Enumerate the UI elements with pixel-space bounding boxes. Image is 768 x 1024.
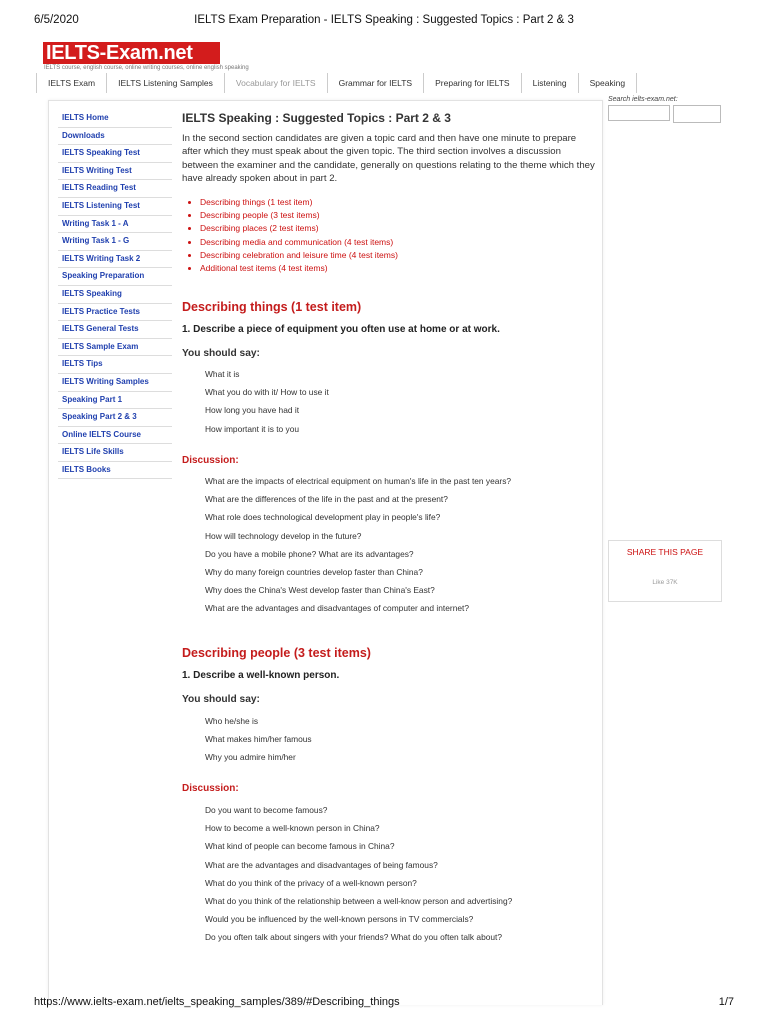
list-item: Why does the China's West develop faster than China's East?: [205, 585, 435, 596]
section-heading-things: Describing things (1 test item): [182, 300, 362, 314]
questions-list-things: [205, 475, 511, 621]
list-item: Why do many foreign countries develop faster than China?: [205, 566, 423, 577]
list-item: What role does technological development play in people's life?: [205, 512, 441, 523]
nav-listening[interactable]: Listening: [522, 73, 579, 93]
toc-link-media[interactable]: Describing media and communication (4 test items): [200, 236, 394, 247]
sidebar-item-writing-task-2[interactable]: IELTS Writing Task 2: [58, 251, 172, 269]
list-item: What you do with it/ How to use it: [205, 387, 329, 398]
nav-speaking[interactable]: Speaking: [579, 73, 637, 93]
print-doc-title: IELTS Exam Preparation - IELTS Speaking : Suggested Topics : Part 2 & 3: [194, 14, 574, 26]
sidebar-item-ielts-books[interactable]: IELTS Books: [58, 462, 172, 480]
sidebar-item-downloads[interactable]: Downloads: [58, 128, 172, 146]
sidebar-item-general-tests[interactable]: IELTS General Tests: [58, 321, 172, 339]
like-button[interactable]: Like 37K: [652, 579, 678, 586]
sidebar-item-writing-samples[interactable]: IELTS Writing Samples: [58, 374, 172, 392]
topic-toc: [182, 196, 596, 276]
list-item: What are the impacts of electrical equipment on human's life in the past ten years?: [205, 476, 512, 486]
top-navigation: [36, 73, 637, 93]
sidebar-item-practice-tests[interactable]: IELTS Practice Tests: [58, 304, 172, 322]
site-logo[interactable]: IELTS-Exam.net: [43, 42, 220, 64]
sidebar-item-speaking-part-1[interactable]: Speaking Part 1: [58, 392, 172, 410]
sidebar-item-reading-test[interactable]: IELTS Reading Test: [58, 180, 172, 198]
list-item: Do you have a mobile phone? What are its advantages?: [205, 548, 414, 559]
list-item: What do you think of the privacy of a well-known person?: [205, 877, 417, 888]
sidebar-item-speaking-test[interactable]: IELTS Speaking Test: [58, 145, 172, 163]
item-heading-things: 1. Describe a piece of equipment you often use at home or at work.: [182, 324, 500, 335]
list-item: What makes him/her famous: [205, 734, 312, 745]
section-heading-people: Describing people (3 test items): [182, 646, 371, 660]
search-label: Search ielts-exam.net:: [608, 96, 678, 103]
toc-item: [200, 196, 596, 209]
sidebar-item-life-skills[interactable]: IELTS Life Skills: [58, 444, 172, 462]
list-item: How important it is to you: [205, 423, 300, 434]
toc-item: [200, 209, 596, 222]
list-item: Would you be influenced by the well-known persons in TV commercials?: [205, 914, 474, 925]
nav-preparing[interactable]: Preparing for IELTS: [424, 73, 522, 93]
discussion-heading-things: Discussion:: [182, 455, 239, 466]
toc-item: [200, 262, 596, 275]
print-url: https://www.ielts-exam.net/ielts_speaking_samples/389/#Describing_things: [34, 996, 400, 1008]
should-say-people: You should say:: [182, 694, 260, 705]
points-list-people: [205, 715, 312, 770]
points-list-things: [205, 368, 329, 441]
intro-paragraph: In the second section candidates are given a topic card and then have one minute to prepare after which they must speak about the given topic. The third section involves a discussion between the examiner and the candidate, generally on questions relating to the theme which they have already spoken about in part 2.: [182, 133, 595, 185]
search-input[interactable]: [608, 105, 670, 121]
list-item: How will technology develop in the future?: [205, 530, 362, 541]
discussion-heading-people: Discussion:: [182, 783, 239, 794]
list-item: What do you think of the relationship between a well-know person and advertising?: [205, 895, 513, 906]
sidebar-item-writing-task-1a[interactable]: Writing Task 1 - A: [58, 216, 172, 234]
sidebar: [58, 110, 172, 479]
share-title: SHARE THIS PAGE: [626, 547, 704, 557]
item-heading-people: 1. Describe a well-known person.: [182, 670, 340, 681]
nav-listening-samples[interactable]: IELTS Listening Samples: [107, 73, 225, 93]
list-item: Do you often talk about singers with your friends? What do you often talk about?: [205, 932, 503, 943]
toc-link-things[interactable]: Describing things (1 test item): [200, 196, 313, 207]
sidebar-item-ielts-home[interactable]: IELTS Home: [58, 110, 172, 128]
should-say-things: You should say:: [182, 348, 260, 359]
list-item: What kind of people can become famous in China?: [205, 841, 395, 852]
nav-vocabulary[interactable]: Vocabulary for IELTS: [225, 73, 328, 93]
toc-link-people[interactable]: Describing people (3 test items): [200, 209, 320, 220]
list-item: Why you admire him/her: [205, 752, 296, 763]
sidebar-item-writing-task-1g[interactable]: Writing Task 1 - G: [58, 233, 172, 251]
toc-item: [200, 249, 596, 262]
nav-grammar[interactable]: Grammar for IELTS: [328, 73, 425, 93]
list-item: What are the advantages and disadvantages of computer and internet?: [205, 603, 469, 614]
share-box: [608, 540, 722, 602]
sidebar-item-sample-exam[interactable]: IELTS Sample Exam: [58, 339, 172, 357]
print-footer: [34, 996, 734, 1012]
search-button[interactable]: [673, 105, 721, 123]
list-item: What it is: [205, 369, 240, 379]
list-item: Do you want to become famous?: [205, 805, 328, 815]
print-date: 6/5/2020: [34, 14, 79, 26]
main-content: [182, 110, 596, 275]
list-item: How to become a well-known person in China?: [205, 823, 380, 834]
list-item: Who he/she is: [205, 716, 259, 726]
sidebar-item-ielts-tips[interactable]: IELTS Tips: [58, 356, 172, 374]
list-item: How long you have had it: [205, 405, 300, 416]
sidebar-item-speaking-part-2-3[interactable]: Speaking Part 2 & 3: [58, 409, 172, 427]
page-title: IELTS Speaking : Suggested Topics : Part 2 & 3: [182, 111, 451, 125]
toc-link-celebration[interactable]: Describing celebration and leisure time (4 test items): [200, 249, 398, 260]
sidebar-item-speaking-preparation[interactable]: Speaking Preparation: [58, 268, 172, 286]
toc-link-places[interactable]: Describing places (2 test items): [200, 223, 319, 234]
sidebar-item-online-course[interactable]: Online IELTS Course: [58, 427, 172, 445]
print-header: [34, 14, 734, 30]
print-page-number: 1/7: [718, 996, 734, 1008]
sidebar-item-ielts-speaking[interactable]: IELTS Speaking: [58, 286, 172, 304]
list-item: What are the differences of the life in the past and at the present?: [205, 494, 448, 505]
questions-list-people: [205, 804, 512, 950]
toc-item: [200, 236, 596, 249]
sidebar-item-listening-test[interactable]: IELTS Listening Test: [58, 198, 172, 216]
toc-link-additional[interactable]: Additional test items (4 test items): [200, 263, 328, 274]
site-tagline: IELTS course, english course, online writing courses, online english speaking: [44, 65, 249, 71]
toc-item: [200, 222, 596, 235]
nav-ielts-exam[interactable]: IELTS Exam: [36, 73, 107, 93]
sidebar-item-writing-test[interactable]: IELTS Writing Test: [58, 163, 172, 181]
list-item: What are the advantages and disadvantages of being famous?: [205, 859, 438, 870]
